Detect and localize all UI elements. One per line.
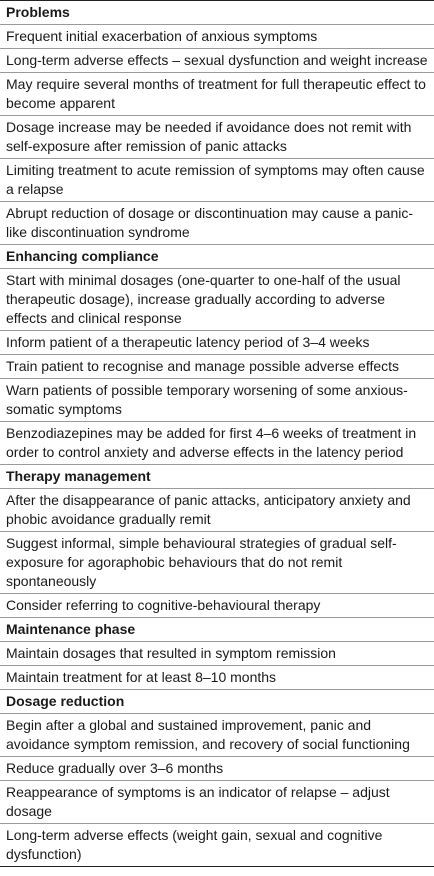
table-row: Consider referring to cognitive-behavioural therapy	[0, 594, 434, 618]
table-row: Dosage increase may be needed if avoidance does not remit with self-exposure after remission of panic attacks	[0, 116, 434, 159]
table-row: Maintain treatment for at least 8–10 months	[0, 666, 434, 690]
table-row: Reduce gradually over 3–6 months	[0, 757, 434, 781]
section	[0, 618, 434, 690]
table-row: Long-term adverse effects – sexual dysfunction and weight increase	[0, 49, 434, 73]
section	[0, 245, 434, 465]
table-row: Train patient to recognise and manage possible adverse effects	[0, 355, 434, 379]
table-row: Suggest informal, simple behavioural strategies of gradual self-exposure for agoraphobic behaviours that do not remit spontaneously	[0, 532, 434, 594]
table-row: Inform patient of a therapeutic latency period of 3–4 weeks	[0, 331, 434, 355]
table-row: Benzodiazepines may be added for first 4–6 weeks of treatment in order to control anxiety and adverse effects in the latency period	[0, 422, 434, 465]
table-body	[0, 1, 434, 866]
table-row: Abrupt reduction of dosage or discontinuation may cause a panic-like discontinuation syndrome	[0, 202, 434, 245]
table-row: Limiting treatment to acute remission of symptoms may often cause a relapse	[0, 159, 434, 202]
table-row: Maintain dosages that resulted in symptom remission	[0, 642, 434, 666]
table-row: Long-term adverse effects (weight gain, sexual and cognitive dysfunction)	[6, 827, 383, 862]
table-row: Reappearance of symptoms is an indicator of relapse – adjust dosage	[0, 781, 434, 824]
section-heading: Problems	[0, 1, 434, 25]
table-bottom-rule	[0, 866, 434, 867]
section	[0, 465, 434, 618]
section	[0, 690, 434, 866]
table-row: Start with minimal dosages (one-quarter to one-half of the usual therapeutic dosage), increase gradually according to adverse effects and clinical response	[0, 269, 434, 331]
table-row: Warn patients of possible temporary worsening of some anxious-somatic symptoms	[0, 379, 434, 422]
section-heading: Dosage reduction	[0, 690, 434, 714]
section-heading: Maintenance phase	[0, 618, 434, 642]
section	[0, 1, 434, 245]
table-row: May require several months of treatment for full therapeutic effect to become apparent	[0, 73, 434, 116]
table-row: Frequent initial exacerbation of anxious symptoms	[0, 25, 434, 49]
section-heading: Enhancing compliance	[0, 245, 434, 269]
section-heading: Therapy management	[0, 465, 434, 489]
table-row: After the disappearance of panic attacks, anticipatory anxiety and phobic avoidance gradually remit	[0, 489, 434, 532]
table-row: Begin after a global and sustained improvement, panic and avoidance symptom remission, and recovery of social functioning	[0, 714, 434, 757]
